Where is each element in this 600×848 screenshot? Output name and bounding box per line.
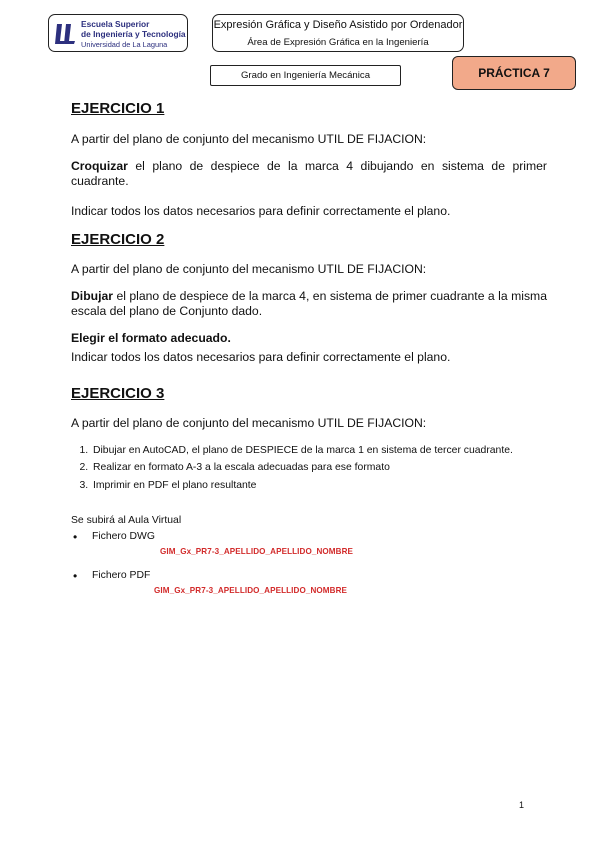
ejercicio2-task-text: el plano de despiece de la marca 4, en sistema de primer cuadrante a la misma escala del plano de Conjunto dado. [71, 289, 547, 318]
ejercicio1-note: Indicar todos los datos necesarios para definir correctamente el plano. [71, 204, 451, 218]
ejercicio3-intro: A partir del plano de conjunto del mecanismo UTIL DE FIJACION: [71, 416, 427, 430]
ejercicio3-heading: EJERCICIO 3 [71, 385, 165, 402]
ull-logo-icon [55, 21, 77, 45]
ejercicio2-format: Elegir el formato adecuado. [71, 331, 231, 345]
course-title: Expresión Gráfica y Diseño Asistido por Ordenador [213, 19, 463, 31]
ejercicio1-task-verb: Croquizar [71, 159, 128, 173]
ejercicio2-note: Indicar todos los datos necesarios para definir correctamente el plano. [71, 350, 451, 364]
delivery-item-dwg [71, 531, 547, 542]
logo-line-3: Universidad de La Laguna [81, 40, 168, 49]
ejercicio3-step: 3. Imprimir en PDF el plano resultante [91, 479, 547, 493]
logo-line-1: Escuela Superior [81, 19, 150, 29]
ejercicio3-step: 1. Dibujar en AutoCAD, el plano de DESPIECE de la marca 1 en sistema de tercer cuadrante. [91, 444, 547, 458]
ejercicio2-heading: EJERCICIO 2 [71, 231, 165, 248]
degree-label: Grado en Ingeniería Mecánica [210, 65, 401, 86]
delivery-item-label: Fichero PDF [92, 569, 151, 581]
ejercicio1-task [71, 159, 547, 189]
delivery-item-label: Fichero DWG [92, 530, 155, 542]
logo-line-2: de Ingeniería y Tecnología [81, 29, 186, 39]
dwg-filename: GIM_Gx_PR7-3_APELLIDO_APELLIDO_NOMBRE [160, 546, 354, 556]
ejercicio2-task [71, 289, 547, 319]
delivery-list [71, 570, 547, 581]
document-body [71, 100, 547, 595]
ejercicio1-heading: EJERCICIO 1 [71, 100, 165, 117]
ejercicio3-steps [71, 444, 547, 493]
ejercicio1-intro: A partir del plano de conjunto del mecanismo UTIL DE FIJACION: [71, 132, 427, 146]
ejercicio2-task-verb: Dibujar [71, 289, 113, 303]
delivery-item-pdf [71, 570, 547, 581]
ejercicio3-step: 2. Realizar en formato A-3 a la escala adecuadas para ese formato [91, 461, 547, 475]
page-number: 1 [519, 800, 525, 810]
pdf-filename: GIM_Gx_PR7-3_APELLIDO_APELLIDO_NOMBRE [154, 585, 348, 595]
ejercicio1-task-text: el plano de despiece de la marca 4 dibujando en sistema de primer cuadrante. [71, 159, 547, 188]
delivery-list [71, 531, 547, 542]
ejercicio2-intro: A partir del plano de conjunto del mecanismo UTIL DE FIJACION: [71, 262, 427, 276]
course-title-box [212, 14, 464, 52]
delivery-intro: Se subirá al Aula Virtual [71, 514, 182, 526]
practice-badge: PRÁCTICA 7 [452, 56, 576, 90]
university-logo [48, 14, 188, 52]
department-title: Área de Expresión Gráfica en la Ingeniería [247, 37, 429, 48]
